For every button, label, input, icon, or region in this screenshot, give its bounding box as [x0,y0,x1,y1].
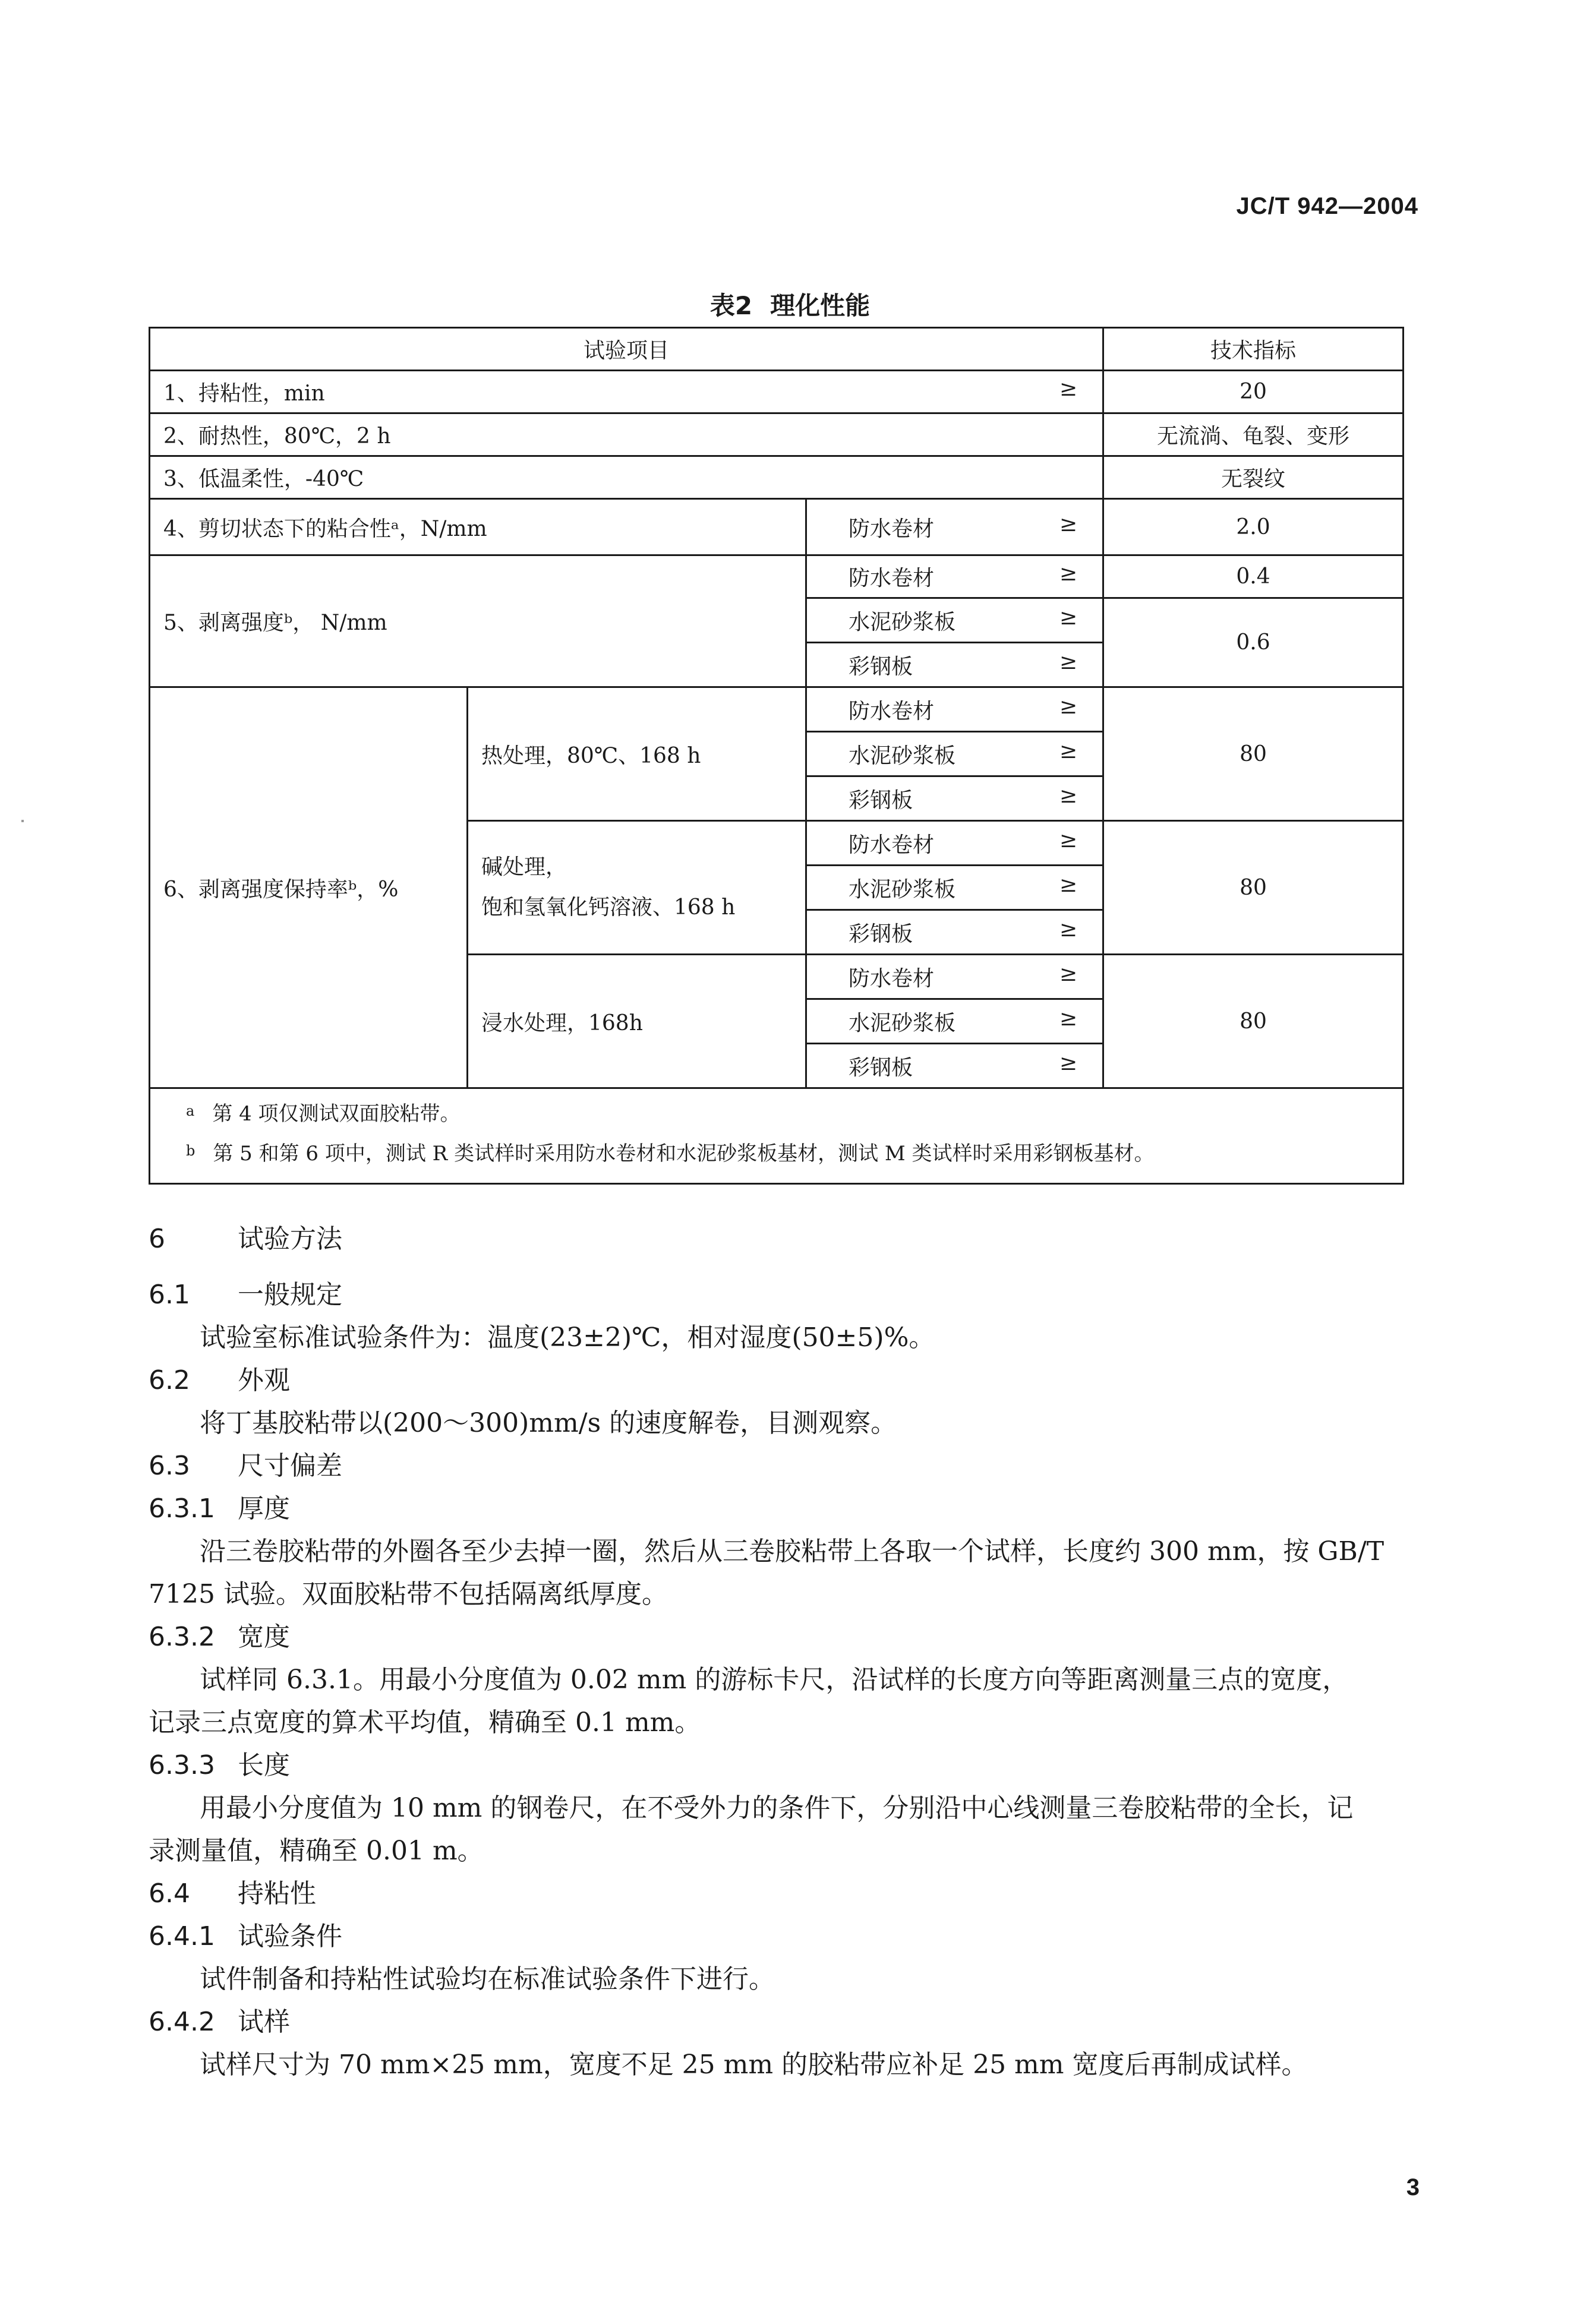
geq-sign: ≥ [1059,783,1077,808]
row6-item: 6、剥离强度保持率ᵇ，% [150,687,468,1088]
row6-g3-value: 80 [1103,955,1404,1088]
geq-sign: ≥ [1059,961,1077,986]
row1-value: 20 [1103,371,1404,413]
row6-g2-substrate-2: 水泥砂浆板 ≥ [806,866,1103,910]
row5-value-1: 0.4 [1103,555,1404,598]
section-heading: 6.1 一般规定 [149,1280,342,1310]
geq-sign: ≥ [1059,694,1077,719]
paragraph: 试验室标准试验条件为：温度(23±2)℃，相对湿度(50±5)%。 [200,1322,935,1353]
row6-cond-alkali: 碱处理， 饱和氢氧化钙溶液、168 h [468,821,806,955]
row6-cond-heat: 热处理，80℃、168 h [468,687,806,821]
paragraph: 7125 试验。双面胶粘带不包括隔离纸厚度。 [149,1579,668,1609]
row6-g2-substrate-3: 彩钢板 ≥ [806,910,1103,955]
row6-g1-substrate-3: 彩钢板 ≥ [806,776,1103,821]
table-title: 理化性能 [770,291,871,320]
table-row [150,687,1404,732]
note-b: $^b$ 第 5 和第 6 项中，测试 R 类试样时采用防水卷材和水泥砂浆板基材，测试 M 类试样时采用彩钢板基材。 [186,1142,1155,1166]
table-caption [0,286,1580,322]
geq-sign: ≥ [1059,1050,1077,1075]
row6-g2-value: 80 [1103,821,1404,955]
row5-substrate-1: 防水卷材 ≥ [806,555,1103,598]
paragraph: 将丁基胶粘带以(200～300)mm/s 的速度解卷，目测观察。 [200,1408,897,1438]
standard-code: JC/T 942—2004 [1236,193,1418,219]
row4-value: 2.0 [1103,499,1404,555]
row3-item: 3、低温柔性，-40℃ [150,456,1103,499]
geq-sign: ≥ [1059,511,1077,536]
table-notes [150,1088,1404,1184]
geq-sign: ≥ [1059,649,1077,674]
table-number: 表2 [709,291,753,320]
paragraph: 用最小分度值为 10 mm 的钢卷尺，在不受外力的条件下，分别沿中心线测量三卷胶粘带的全长，记 [200,1793,1354,1823]
geq-sign: ≥ [1059,738,1077,763]
page-number: 3 [1406,2174,1420,2200]
geq-sign: ≥ [1059,917,1077,942]
paragraph: 试样同 6.3.1。用最小分度值为 0.02 mm 的游标卡尺，沿试样的长度方向等距离测量三点的宽度， [200,1665,1349,1695]
section-heading: 6.4 持粘性 [149,1878,316,1909]
geq-sign: ≥ [1059,872,1077,897]
row4-item: 4、剪切状态下的粘合性ᵃ，N/mm [150,499,806,555]
row6-g1-value: 80 [1103,687,1404,821]
table-row [150,456,1404,499]
row2-item: 2、耐热性，80℃，2 h [150,413,1103,456]
row2-value: 无流淌、龟裂、变形 [1103,413,1404,456]
section-heading: 6.3.3 长度 [149,1750,290,1780]
table-row [150,499,1404,555]
paragraph: 录测量值，精确至 0.01 m。 [149,1836,484,1866]
scan-speck [21,820,24,822]
section-heading: 6 试验方法 [149,1224,342,1254]
table-header-row [150,328,1404,371]
table-row [150,371,1404,413]
row6-g3-substrate-2: 水泥砂浆板 ≥ [806,999,1103,1044]
row1-item: 1、持粘性，min ≥ [150,371,1103,413]
table-row [150,555,1404,598]
geq-sign: ≥ [1059,377,1077,401]
section-heading: 6.3 尺寸偏差 [149,1451,342,1481]
paragraph: 沿三卷胶粘带的外圈各至少去掉一圈，然后从三卷胶粘带上各取一个试样，长度约 300 mm，按 GB/T [200,1536,1385,1567]
row6-g2-substrate-1: 防水卷材 ≥ [806,821,1103,866]
row5-value-23: 0.6 [1103,598,1404,687]
section-heading: 6.4.2 试样 [149,2007,290,2037]
row5-substrate-3: 彩钢板 ≥ [806,643,1103,687]
table-row [150,413,1404,456]
row6-g1-substrate-2: 水泥砂浆板 ≥ [806,732,1103,776]
header-tech-index: 技术指标 [1103,328,1404,371]
paragraph: 试件制备和持粘性试验均在标准试验条件下进行。 [200,1964,775,1994]
geq-sign: ≥ [1059,1006,1077,1031]
paragraph: 记录三点宽度的算术平均值，精确至 0.1 mm。 [149,1707,701,1738]
row6-cond-water: 浸水处理，168h [468,955,806,1088]
properties-table [149,327,1404,1185]
table-notes-row [150,1088,1404,1184]
header-test-item: 试验项目 [150,328,1103,371]
section-heading: 6.3.1 厚度 [149,1493,290,1524]
section-heading: 6.2 外观 [149,1365,290,1395]
row5-substrate-2: 水泥砂浆板 ≥ [806,598,1103,643]
body-text [149,1218,1420,2086]
row3-value: 无裂纹 [1103,456,1404,499]
section-heading: 6.4.1 试验条件 [149,1921,342,1952]
row5-item: 5、剥离强度ᵇ， N/mm [150,555,806,687]
section-heading: 6.3.2 宽度 [149,1622,290,1652]
geq-sign: ≥ [1059,828,1077,852]
row6-g3-substrate-1: 防水卷材 ≥ [806,955,1103,999]
geq-sign: ≥ [1059,605,1077,630]
row6-g1-substrate-1: 防水卷材 ≥ [806,687,1103,732]
note-a: $^a$ 第 4 项仅测试双面胶粘带。 [186,1102,461,1126]
row6-g3-substrate-3: 彩钢板 ≥ [806,1044,1103,1088]
row4-substrate: 防水卷材 ≥ [806,499,1103,555]
paragraph: 试样尺寸为 70 mm×25 mm，宽度不足 25 mm 的胶粘带应补足 25 mm 宽度后再制成试样。 [200,2050,1308,2080]
geq-sign: ≥ [1059,561,1077,586]
